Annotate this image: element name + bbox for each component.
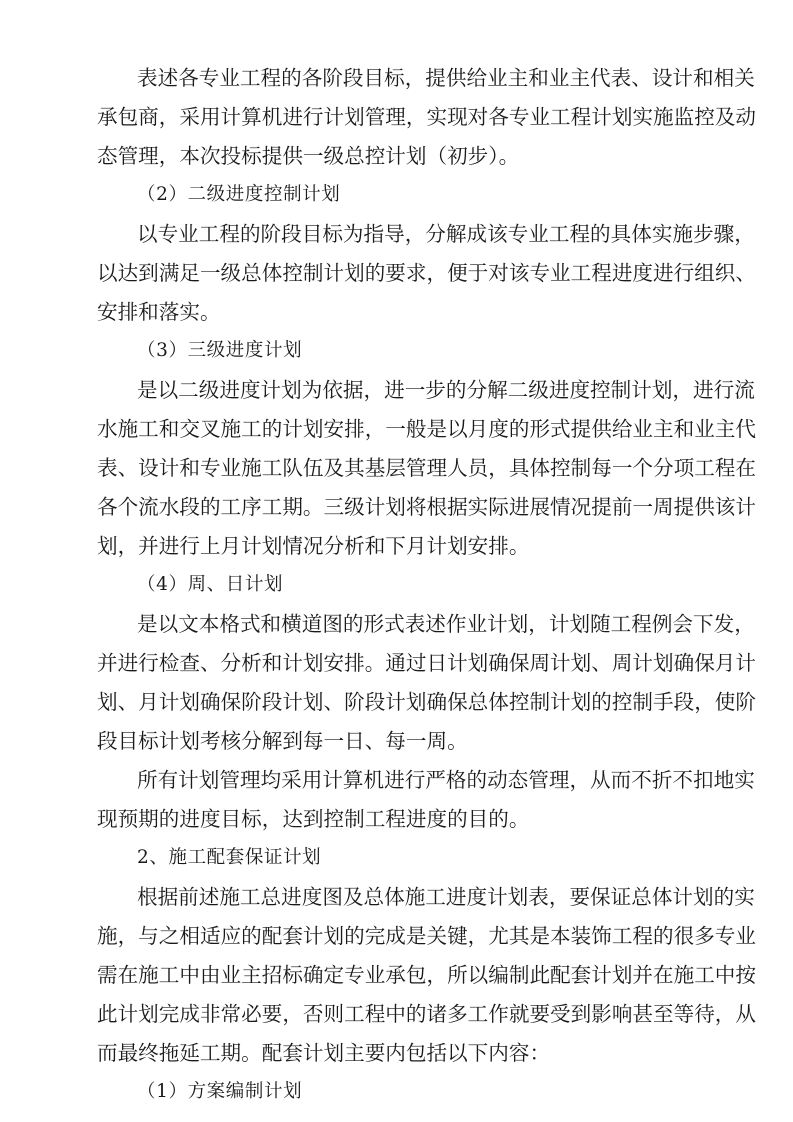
paragraph-line: 是以二级进度计划为依据，进一步的分解二级进度控制计划，进行流 — [137, 378, 755, 402]
paragraph-line: 是以文本格式和横道图的形式表述作业计划，计划随工程例会下发， — [137, 612, 755, 636]
section-heading: （1）方案编制计划 — [137, 1081, 303, 1102]
paragraph-line: 施，与之相适应的配套计划的完成是关键，尤其是本装饰工程的很多专业 — [97, 924, 756, 948]
paragraph-line: 并进行检查、分析和计划安排。通过日计划确保周计划、周计划确保月计 — [97, 651, 756, 675]
paragraph-line: 此计划完成非常必要，否则工程中的诸多工作就要受到影响甚至等待，从 — [97, 1002, 756, 1026]
section-heading: （4）周、日计划 — [137, 574, 284, 595]
paragraph-line: 划，并进行上月计划情况分析和下月计划安排。 — [97, 534, 530, 558]
section-heading: 2、施工配套保证计划 — [137, 847, 322, 868]
paragraph-line: 以专业工程的阶段目标为指导，分解成该专业工程的具体实施步骤， — [137, 222, 755, 246]
paragraph-line: 以达到满足一级总体控制计划的要求，便于对该专业工程进度进行组织、 — [97, 261, 756, 285]
paragraph-line: 水施工和交叉施工的计划安排，一般是以月度的形式提供给业主和业主代 — [97, 417, 756, 441]
paragraph-line: 各个流水段的工序工期。三级计划将根据实际进展情况提前一周提供该计 — [97, 495, 756, 519]
paragraph-line: 而最终拖延工期。配套计划主要内包括以下内容： — [97, 1041, 551, 1065]
paragraph-line: 安排和落实。 — [97, 300, 221, 324]
paragraph-line: 所有计划管理均采用计算机进行严格的动态管理，从而不折不扣地实 — [137, 768, 755, 792]
paragraph-line: 根据前述施工总进度图及总体施工进度计划表，要保证总体计划的实 — [137, 885, 755, 909]
paragraph-line: 表、设计和专业施工队伍及其基层管理人员，具体控制每一个分项工程在 — [97, 456, 756, 480]
paragraph-line: 段目标计划考核分解到每一日、每一周。 — [97, 729, 468, 753]
paragraph-line: 态管理，本次投标提供一级总控计划（初步）。 — [97, 144, 520, 168]
paragraph-line: 承包商，采用计算机进行计划管理，实现对各专业工程计划实施监控及动 — [97, 105, 756, 129]
paragraph-line: 划、月计划确保阶段计划、阶段计划确保总体控制计划的控制手段，使阶 — [97, 690, 756, 714]
paragraph-line: 需在施工中由业主招标确定专业承包，所以编制此配套计划并在施工中按 — [97, 963, 756, 987]
paragraph-line: 现预期的进度目标，达到控制工程进度的目的。 — [97, 807, 530, 831]
paragraph-line: 表述各专业工程的各阶段目标，提供给业主和业主代表、设计和相关 — [137, 66, 755, 90]
section-heading: （2）二级进度控制计划 — [137, 184, 341, 205]
section-heading: （3）三级进度计划 — [137, 340, 303, 361]
